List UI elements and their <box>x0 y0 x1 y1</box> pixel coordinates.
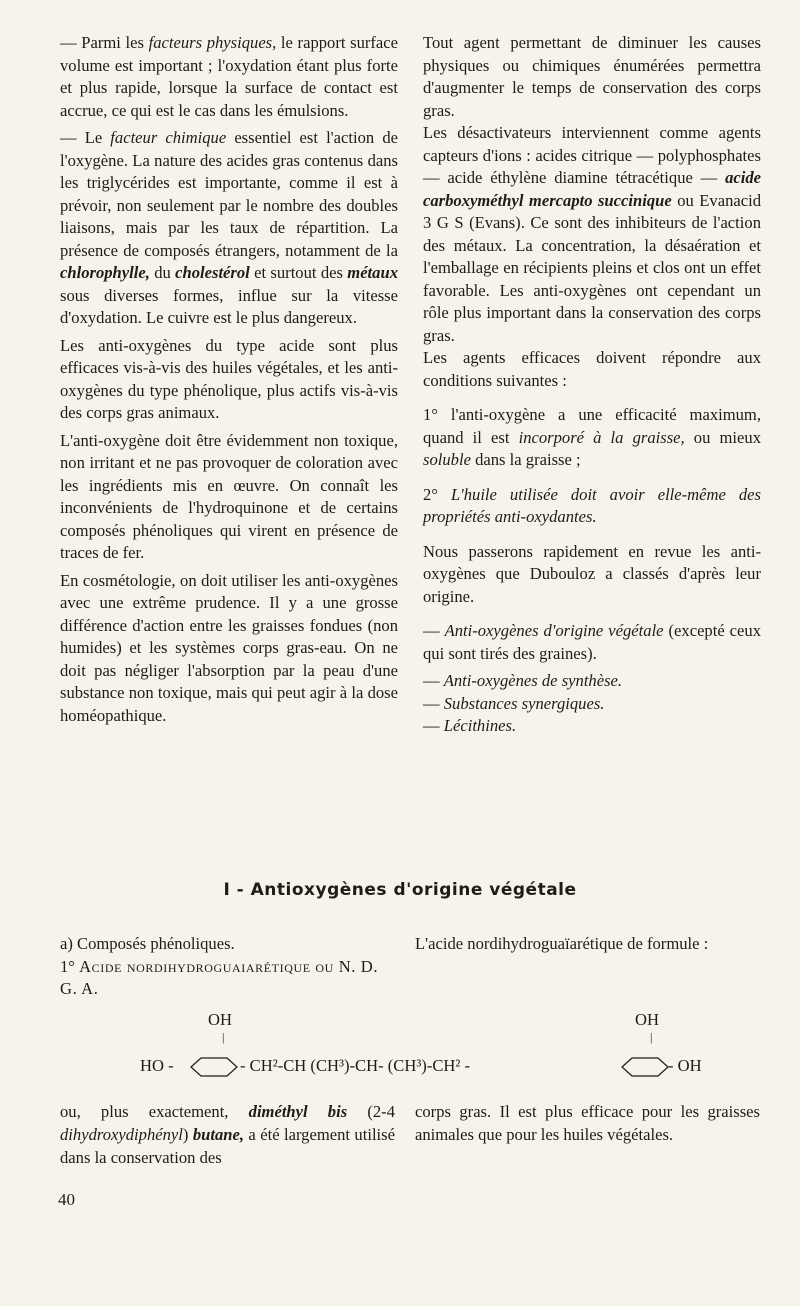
list-item: — Lécithines. <box>423 716 517 735</box>
formula-chain: - CH²-CH (CH³)-CH- (CH³)-CH² - <box>240 1056 471 1075</box>
formula-oh-right-top: OH <box>635 1010 659 1029</box>
compound-heading: 1° Acide nordihydroguaiarétique ou N. D. G. A. <box>60 956 379 998</box>
page-number: 40 <box>58 1190 75 1209</box>
paragraph: Les anti-oxygènes du type acide sont plus efficaces vis-à-vis des huiles végétales, et les anti-oxygènes du type phénolique, plus actifs vis-à-vis des corps gras animaux. <box>60 335 398 422</box>
list-item: — Anti-oxygènes d'origine végétale (excepté ceux qui sont tirés des graines). <box>423 621 761 663</box>
left-column <box>60 32 398 732</box>
benzene-ring-right-icon <box>618 1056 672 1078</box>
chemical-formula <box>140 1010 740 1085</box>
benzene-ring-left-icon <box>187 1056 241 1078</box>
paragraph: — Parmi les facteurs physiques, le rapport surface volume est important ; l'oxydation étant plus forte et plus rapide, lorsque la surface de contact est accrue, ce qui est le cas dans les émulsions. <box>60 33 399 120</box>
paragraph: Les agents efficaces doivent répondre aux conditions suivantes : <box>423 348 761 390</box>
section-title: I - Antioxygènes d'origine végétale <box>223 880 577 900</box>
condition-item: 2° L'huile utilisée doit avoir elle-même des propriétés anti-oxydantes. <box>423 484 761 526</box>
formula-oh-right: - OH <box>668 1056 702 1075</box>
lower-left-paragraph: ou, plus exactement, diméthyl bis (2-4 dihydroxydiphényl) butane, a été largement utilisé dans la conservation des <box>60 1102 396 1167</box>
list-item: — Substances synergiques. <box>423 693 605 713</box>
paragraph: Tout agent permettant de diminuer les causes physiques ou chimiques énumérées permettra d'augmenter le temps de conservation des corps gras. <box>423 33 761 120</box>
right-column <box>423 32 761 738</box>
formula-oh-left: OH <box>208 1010 232 1029</box>
lower-right-paragraph: corps gras. Il est plus efficace pour les graisses animales que pour les huiles végétales. <box>415 1102 760 1144</box>
formula-bond-right: | <box>650 1030 653 1044</box>
paragraph: Nous passerons rapidement en revue les anti-oxygènes que Dubouloz a classés d'après leur origine. <box>423 541 761 606</box>
paragraph: L'acide nordihydroguaïarétique de formule : <box>415 934 709 953</box>
formula-bond-left: | <box>222 1030 225 1044</box>
subheading: a) Composés phénoliques. <box>60 934 235 953</box>
formula-ho: HO - <box>140 1056 174 1075</box>
paragraph: L'anti-oxygène doit être évidemment non toxique, non irritant et ne pas provoquer de coloration avec les ingrédients mis en œuvre. On connaît les inconvénients de l'hydroquinone et de certains composés phénoliques qui virent en présence de traces de fer. <box>60 430 398 562</box>
paragraph: — Le facteur chimique essentiel est l'action de l'oxygène. La nature des acides gras contenus dans les triglycérides est importante, comme il est à prévoir, non seulement par le nombre des doubles liaisons, mais par les taux de répartition. La présence de composés étrangers, notamment de la chlorophylle, du cholestérol et surtout des métaux sous diverses formes, influe sur la vitesse d'oxydation. Le cuivre est le plus dangereux. <box>60 128 398 327</box>
lower-right-block <box>415 933 760 956</box>
paragraph: En cosmétologie, on doit utiliser les anti-oxygènes avec une extrême prudence. Il y a une grosse différence d'action entre les graisses fondues (non humides) et les systèmes corps gras-eau. On ne doit pas négliger l'absorption par la peau d'une substance non toxique, mais qui peut agir à la dose homéopathique. <box>60 570 398 725</box>
lower-left-block <box>60 933 400 1001</box>
list-item: — Anti-oxygènes de synthèse. <box>423 671 623 690</box>
condition-item: 1° l'anti-oxygène a une efficacité maximum, quand il est incorporé à la graisse, ou mieux soluble dans la graisse ; <box>423 405 761 469</box>
paragraph: Les désactivateurs interviennent comme agents capteurs d'ions : acides citrique — polyphosphates — acide éthylène diamine tétracétique — acide carboxyméthyl mercapto succinique ou Evanacid 3 G S (Evans). Ce sont des inhibiteurs de l'action des métaux. La concentration, la désaération et l'emballage en récipients pleins et clos ont un effet favorable. Les anti-oxygènes ont cependant un rôle plus important dans la conservation des corps gras. <box>423 123 761 345</box>
